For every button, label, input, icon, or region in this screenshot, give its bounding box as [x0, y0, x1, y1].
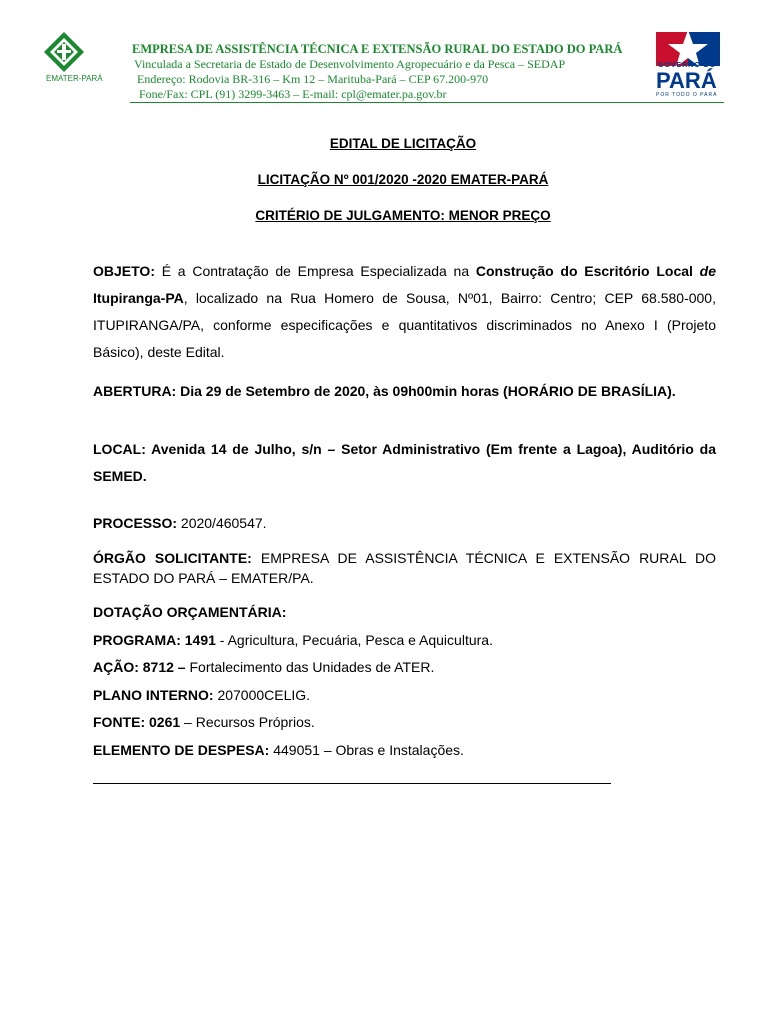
bottom-divider [93, 783, 611, 784]
processo-label: PROCESSO: [93, 515, 178, 531]
fonte-label: FONTE: 0261 [93, 714, 181, 730]
local-paragraph: LOCAL: Avenida 14 de Julho, s/n – Setor Administrativo (Em frente a Lagoa), Auditório da SEMED. [93, 441, 716, 484]
governo-logo-top: GOVERNO DO [658, 62, 717, 69]
objeto-text-1: É a Contratação de Empresa Especializada na [154, 263, 476, 279]
processo-line [93, 513, 716, 533]
fonte-value: – Recursos Próprios. [180, 714, 315, 730]
fonte-line [93, 712, 716, 732]
governo-para-logo [652, 28, 724, 100]
header-line-vinculada: Vinculada a Secretaria de Estado de Desenvolvimento Agropecuário e da Pesca – SEDAP [134, 57, 566, 71]
objeto-italic: de [699, 263, 717, 279]
governo-logo-sub: POR TODO O PARÁ [656, 92, 718, 98]
objeto-label: OBJETO: [93, 263, 155, 279]
objeto-bold-2: Itupiranga-PA [93, 290, 184, 306]
objeto-paragraph [93, 258, 716, 366]
elemento-despesa-line [93, 740, 716, 760]
programa-label: PROGRAMA: 1491 [93, 632, 216, 648]
licitacao-title: LICITAÇÃO Nº 001/2020 -2020 EMATER-PARÁ [257, 172, 549, 187]
header-line-contact: Fone/Fax: CPL (91) 3299-3463 – E-mail: cpl@emater.pa.gov.br [139, 87, 447, 101]
elemento-value: 449051 – Obras e Instalações. [269, 742, 464, 758]
governo-logo-main: PARÁ [656, 68, 717, 93]
orgao-label: ÓRGÃO SOLICITANTE: [93, 550, 252, 566]
acao-line [93, 657, 716, 677]
header-divider [130, 102, 724, 103]
emater-logo-text: EMATER-PARÁ [46, 74, 103, 83]
plano-interno-line [93, 685, 716, 705]
org-name: EMPRESA DE ASSISTÊNCIA TÉCNICA E EXTENSÃO RURAL DO ESTADO DO PARÁ [132, 42, 623, 56]
orgao-value: EMPRESA DE ASSISTÊNCIA TÉCNICA E EXTENSÃO RURAL DO ESTADO DO PARÁ – EMATER/PA. [93, 550, 717, 586]
abertura-paragraph: ABERTURA: Dia 29 de Setembro de 2020, às 09h00min horas (HORÁRIO DE BRASÍLIA). [93, 383, 676, 399]
plano-value: 207000CELIG. [213, 687, 311, 703]
edital-title: EDITAL DE LICITAÇÃO [329, 136, 477, 151]
header-line-address: Endereço: Rodovia BR-316 – Km 12 – Marituba-Pará – CEP 67.200-970 [137, 72, 489, 86]
programa-line [93, 630, 716, 650]
acao-label: AÇÃO: 8712 – [93, 659, 186, 675]
emater-logo [40, 30, 103, 94]
plano-label: PLANO INTERNO: [93, 687, 214, 703]
acao-value: Fortalecimento das Unidades de ATER. [185, 659, 435, 675]
objeto-text-2: , localizado na Rua Homero de Sousa, Nº01, Bairro: Centro; CEP 68.580-000, ITUPIRANGA/PA, conforme especificações e quantitativos discriminados no Anexo I (Projeto Básico), deste Edital. [93, 290, 716, 360]
programa-value: - Agricultura, Pecuária, Pesca e Aquicultura. [215, 632, 493, 648]
dotacao-heading: DOTAÇÃO ORÇAMENTÁRIA: [93, 604, 287, 620]
orgao-line [93, 548, 716, 588]
elemento-label: ELEMENTO DE DESPESA: [93, 742, 270, 758]
objeto-bold-1: Construção do Escritório Local [475, 263, 693, 279]
criterio-title: CRITÉRIO DE JULGAMENTO: MENOR PREÇO [255, 208, 551, 223]
processo-value: 2020/460547. [177, 515, 267, 531]
